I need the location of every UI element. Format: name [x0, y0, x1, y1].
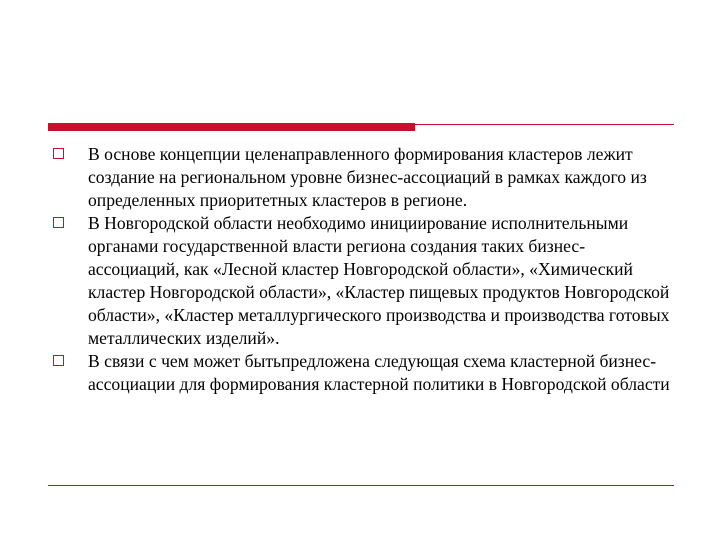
bullet-item-1	[50, 143, 670, 212]
bullet-item-2	[50, 212, 670, 350]
bullet-text-1: В основе концепции целенаправленного формирования кластеров лежит создание на региональном уровне бизнес-ассоциаций в рамках каждого из определенных приоритетных кластеров в регионе.	[88, 144, 647, 210]
hollow-square-bullet-icon	[53, 355, 64, 366]
bottom-divider-line	[48, 485, 674, 486]
bullet-list	[50, 143, 670, 396]
bullet-text-3: В связи с чем может бытьпредложена следующая схема кластерной бизнес-ассоциации для формирования кластерной политики в Новгородской области	[88, 351, 670, 394]
bullet-text-2: В Новгородской области необходимо инициирование исполнительными органами государственной власти региона создания таких бизнес-ассоциаций, как «Лесной кластер Новгородской области», «Химический кластер Новгородской области», «Кластер пищевых продуктов Новгородской области», «Кластер металлургического производства и производства готовых металлических изделий».	[88, 213, 670, 348]
top-accent-bar	[48, 123, 415, 131]
hollow-square-bullet-icon	[53, 148, 64, 159]
bullet-item-3	[50, 350, 670, 396]
hollow-square-bullet-icon	[53, 217, 64, 228]
